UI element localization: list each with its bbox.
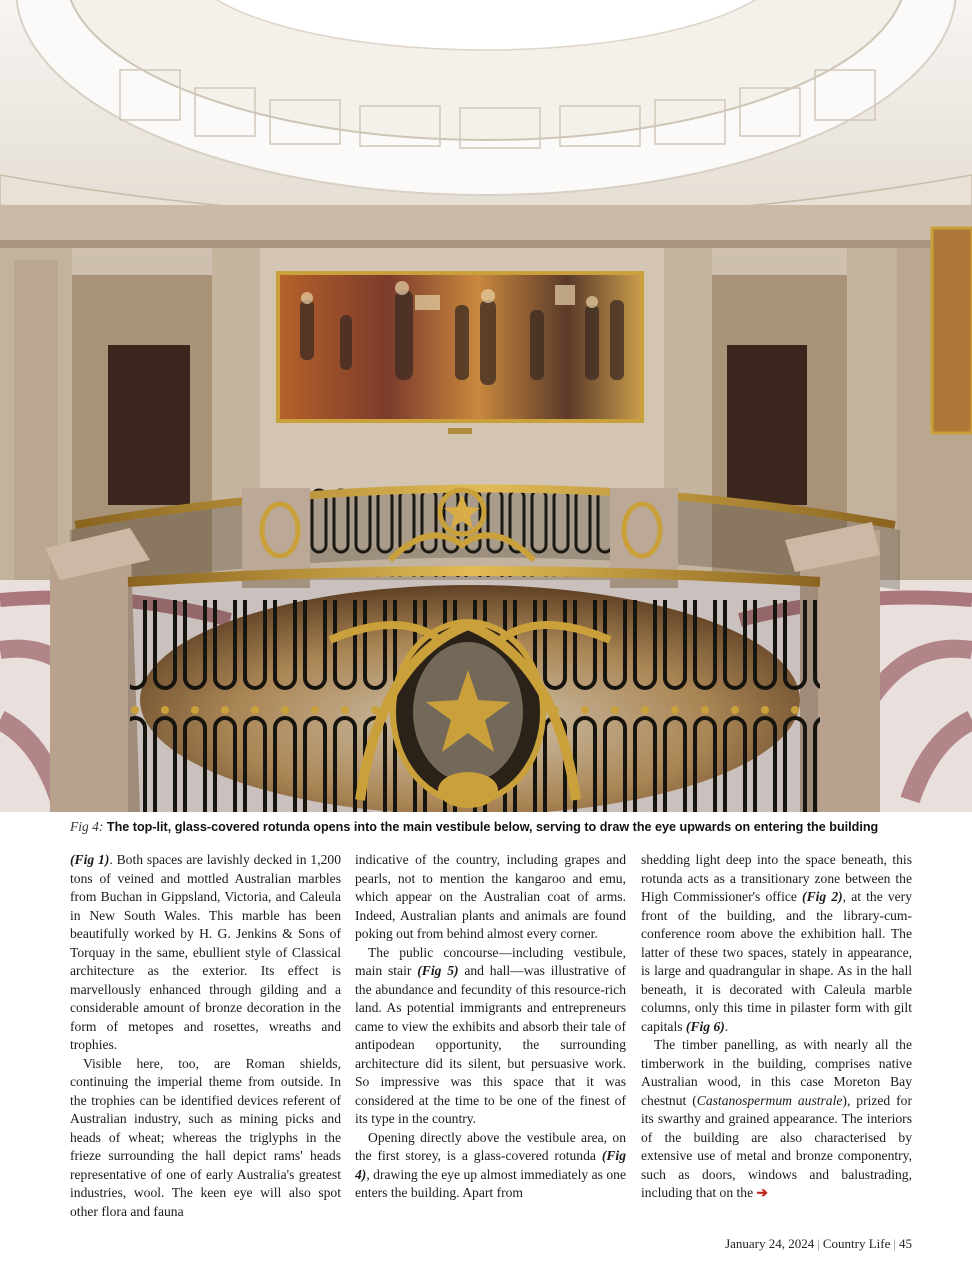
paragraph (641, 1036, 912, 1203)
issue-date: January 24, 2024 (725, 1236, 815, 1251)
front-balustrade (128, 568, 820, 813)
paragraph-text: The timber panelling, as with nearly all the timberwork in the building, comprises native Australian wood, in this case Moreton Bay chestnut ( (641, 1037, 912, 1108)
caption-label: Fig 4: (70, 819, 104, 834)
figure-reference: (Fig 5) (417, 963, 459, 978)
caption-text: The top-lit, glass-covered rotunda opens into the main vestibule below, serving to draw the eye upwards on entering the building (106, 820, 879, 834)
paragraph (355, 944, 626, 1129)
paragraph-text: , at the very front of the building, and the library-cum-conference room above the exhibition hall. The latter of these two spaces, stately in appearance, is large and quadrangular in shape. As in the hall beneath, it is decorated with Caleula marble columns, only this time in pilaster form with gilt capitals (641, 889, 913, 1034)
paragraph (641, 851, 912, 1036)
paragraph-text: . Both spaces are lavishly decked in 1,200 tons of veined and mottled Australian marbles from Buchan in Gippsland, Victoria, and Caleula in New South Wales. This marble has been beautifully worked by H. G. Jenkins & Sons of Torquay in the same, ebullient style of Classical architecture as the exterior. Its effect is marvellously enhanced through gilding and a considerable amount of bronze decoration in the form of metopes and rosettes, wreaths and trophies. (70, 852, 341, 1052)
page-footer: January 24, 2024 | Country Life | 45 (725, 1236, 912, 1251)
page-number: 45 (899, 1236, 912, 1251)
paragraph-text: Opening directly above the vestibule area, on the first storey, is a glass-covered rotunda (355, 1129, 626, 1163)
paragraph (70, 851, 341, 1055)
paragraph-text: ), prized for its swarthy and grained appearance. The interiors of the building are also characterised by extensive use of metal and bronze componentry, such as doors, windows and balustrading, including that on the (641, 1092, 913, 1200)
species-name: Castanospermum australe (696, 1092, 843, 1108)
continue-arrow-icon: ➔ (756, 1185, 768, 1200)
paragraph-text: shedding light deep into the space beneath, this rotunda acts as a transitionary zone between the High Commissioner's office (641, 852, 912, 904)
paragraph-text: , drawing the eye up almost immediately as one enters the building. Apart from (355, 1166, 626, 1200)
article-column-3 (641, 851, 912, 1203)
article-column-2 (355, 851, 626, 1203)
figure-reference: (Fig 6) (685, 1018, 725, 1034)
figure-reference: (Fig 1) (70, 852, 110, 867)
figure-reference: (Fig 2) (802, 889, 843, 904)
paragraph-text: and hall—was illustrative of the abundance and fecundity of this resource-rich land. As potential immigrants and entrepreneurs came to view the exhibits and absorb their tale of antipodean opportunity, the surrounding architecture did its silent, but persuasive work. So impressive was this space that it was considered at the time to be one of the finest of its type in the country. (355, 963, 626, 1126)
magazine-name: Country Life (822, 1236, 891, 1251)
paragraph-text: The public concourse—including vestibule, main stair (355, 944, 626, 978)
article-column-1 (70, 851, 341, 1221)
paragraph (355, 851, 626, 944)
figure-reference: (Fig 4) (355, 1148, 626, 1182)
paragraph (70, 1055, 341, 1222)
paragraph-text: indicative of the country, including grapes and pearls, not to mention the kangaroo and emu, which appear on the Australian coat of arms. Indeed, Australian plants and animals are found poking out from behind almost every corner. (355, 852, 626, 941)
paragraph (355, 1129, 626, 1203)
paragraph-text: Visible here, too, are Roman shields, continuing the imperial theme from outside. In the trophies can be identified devices referent of Australian industry, such as mining picks and heads of wheat; whereas the triglyphs in the frieze surrounding the hall depict rams' heads representative of one of early Australia's greatest industries, wool. The keen eye will also spot other flora and fauna (70, 1055, 341, 1219)
paragraph-text: . (724, 1018, 729, 1034)
figure-caption (70, 818, 950, 836)
